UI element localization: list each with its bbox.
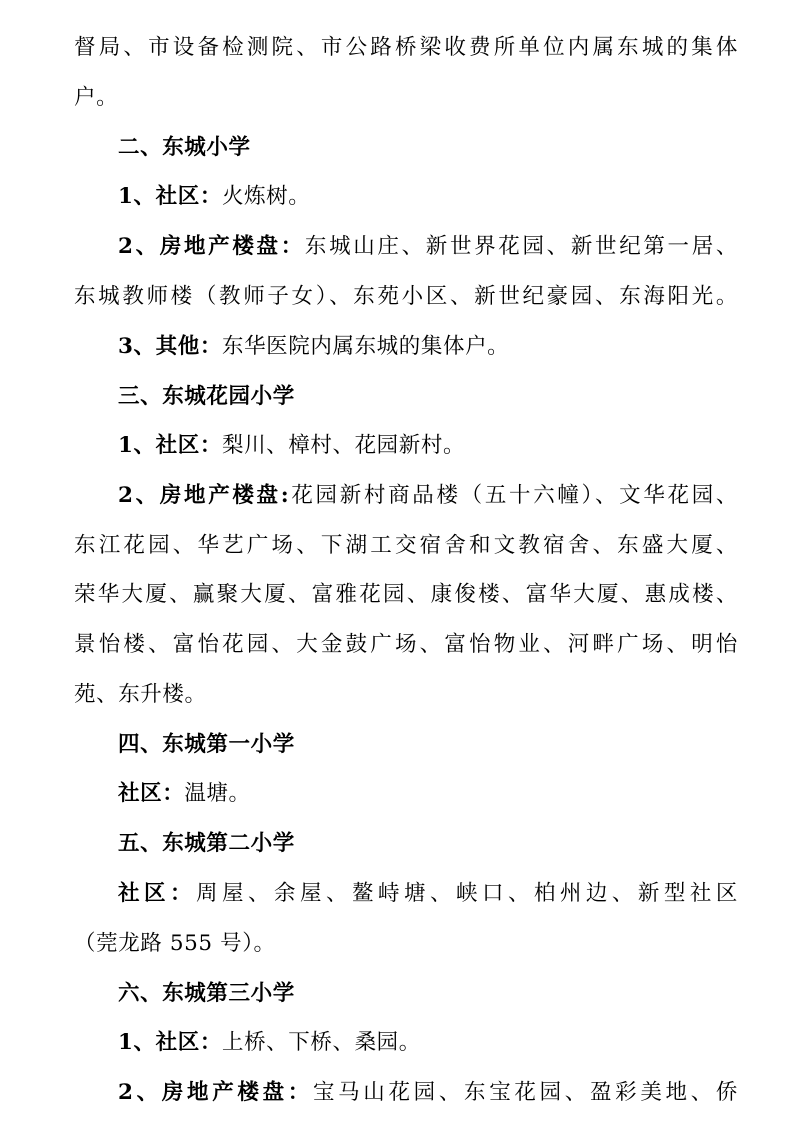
line-lead: 2、房地产楼盘： — [118, 1080, 313, 1105]
paragraph-line — [118, 182, 738, 212]
section-heading — [118, 730, 738, 760]
section-heading — [118, 979, 738, 1009]
line-text: 梨川、樟村、花园新村。 — [221, 433, 466, 458]
paragraph-line — [118, 232, 738, 262]
line-lead: 1、社区： — [118, 184, 222, 209]
paragraph-line — [118, 779, 738, 809]
section-heading — [118, 133, 738, 163]
line-text: （莞龙路 555 号）。 — [74, 931, 276, 956]
paragraph-line — [118, 332, 738, 362]
line-lead: 2、房地产楼盘: — [118, 483, 290, 508]
line-text: 景怡楼、富怡花园、大金鼓广场、富怡物业、河畔广场、明怡 — [74, 632, 738, 657]
line-lead: 社区： — [118, 781, 185, 806]
paragraph-line — [74, 580, 738, 610]
line-text: 东城山庄、新世界花园、新世纪第一居、 — [304, 234, 738, 259]
paragraph-line — [118, 1078, 738, 1108]
line-lead: 社区： — [118, 881, 196, 906]
paragraph-line — [74, 83, 738, 113]
paragraph-line — [74, 531, 738, 561]
paragraph-line — [74, 630, 738, 660]
line-text: 督局、市设备检测院、市公路桥梁收费所单位内属东城的集体 — [74, 35, 738, 60]
paragraph-line — [74, 33, 738, 63]
paragraph-line — [74, 929, 738, 959]
line-text: 东江花园、华艺广场、下湖工交宿舍和文教宿舍、东盛大厦、 — [74, 533, 738, 558]
line-text: 火炼树。 — [221, 184, 311, 209]
paragraph-line — [118, 431, 738, 461]
line-text: 宝马山花园、东宝花园、盈彩美地、侨 — [312, 1080, 738, 1105]
heading-text: 四、东城第一小学 — [118, 732, 295, 757]
line-lead: 1、社区： — [118, 1030, 222, 1055]
line-lead: 3、其他： — [118, 334, 222, 359]
line-text: 温塘。 — [184, 781, 251, 806]
line-text: 苑、东升楼。 — [74, 682, 207, 707]
heading-text: 二、东城小学 — [118, 135, 251, 160]
heading-text: 五、东城第二小学 — [118, 831, 295, 856]
line-lead: 1、社区： — [118, 433, 222, 458]
line-text: 荣华大厦、赢聚大厦、富雅花园、康俊楼、富华大厦、惠成楼、 — [74, 582, 738, 607]
paragraph-line — [118, 481, 738, 511]
line-text: 上桥、下桥、桑园。 — [221, 1030, 421, 1055]
line-text: 东华医院内属东城的集体户。 — [221, 334, 510, 359]
line-text: 花园新村商品楼（五十六幢）、文华花园、 — [289, 483, 738, 508]
section-heading — [118, 829, 738, 859]
paragraph-line — [74, 282, 738, 312]
heading-text: 六、东城第三小学 — [118, 981, 295, 1006]
paragraph-line — [118, 1028, 738, 1058]
paragraph-line — [118, 879, 738, 909]
line-text: 周屋、余屋、鳌峙塘、峡口、柏州边、新型社区 — [196, 881, 738, 906]
line-lead: 2、房地产楼盘： — [118, 234, 305, 259]
line-text: 户。 — [74, 85, 119, 110]
section-heading — [118, 382, 738, 412]
line-text: 东城教师楼（教师子女）、东苑小区、新世纪豪园、东海阳光。 — [74, 284, 738, 309]
paragraph-line — [74, 680, 738, 710]
heading-text: 三、东城花园小学 — [118, 384, 295, 409]
